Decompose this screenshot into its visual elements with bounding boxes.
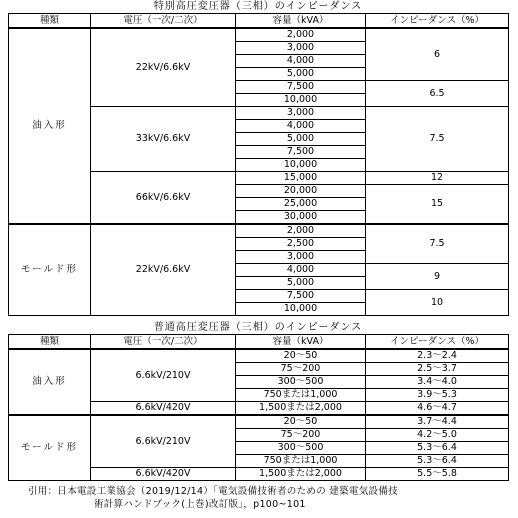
cell-voltage: 22kV/6.6kV — [91, 224, 236, 316]
header-type: 種類 — [9, 14, 91, 29]
header-impedance: インピーダンス（%） — [366, 335, 509, 350]
cell-voltage: 33kV/6.6kV — [91, 107, 236, 172]
cell-impedance: 3.9～5.3 — [366, 389, 509, 402]
cell-capacity: 750または1,000 — [236, 389, 366, 402]
cell-capacity: 20,000 — [236, 185, 366, 198]
cell-voltage: 6.6kV/210V — [91, 349, 236, 402]
citation — [28, 485, 508, 511]
cell-impedance: 3.7～4.4 — [366, 415, 509, 429]
cell-capacity: 2,000 — [236, 28, 366, 42]
cell-capacity: 75～200 — [236, 429, 366, 442]
header-capacity: 容量（kVA） — [236, 14, 366, 29]
cell-capacity: 10,000 — [236, 94, 366, 107]
cell-impedance: 4.2～5.0 — [366, 429, 509, 442]
cell-impedance: 4.6～4.7 — [366, 402, 509, 416]
cell-voltage: 66kV/6.6kV — [91, 172, 236, 225]
cell-capacity: 75～200 — [236, 363, 366, 376]
cell-capacity: 2,500 — [236, 238, 366, 251]
table-row — [9, 415, 509, 429]
cell-capacity: 20～50 — [236, 349, 366, 363]
cell-capacity: 30,000 — [236, 211, 366, 225]
header-capacity: 容量（kVA） — [236, 335, 366, 350]
cell-capacity: 7,500 — [236, 290, 366, 303]
cell-voltage: 6.6kV/420V — [91, 402, 236, 416]
cell-capacity: 10,000 — [236, 159, 366, 172]
cell-capacity: 7,500 — [236, 81, 366, 94]
cell-impedance: 6 — [366, 28, 509, 81]
header-impedance: インピーダンス（%） — [366, 14, 509, 29]
cell-impedance: 6.5 — [366, 81, 509, 107]
special-high-voltage-table — [8, 13, 509, 316]
cell-impedance: 3.4～4.0 — [366, 376, 509, 389]
cell-impedance: 5.3～6.4 — [366, 455, 509, 468]
cell-impedance: 9 — [366, 264, 509, 290]
cell-capacity: 3,000 — [236, 251, 366, 264]
normal-high-voltage-table — [8, 334, 509, 481]
cell-capacity: 750または1,000 — [236, 455, 366, 468]
cell-capacity: 1,500または2,000 — [236, 402, 366, 416]
cell-capacity: 20～50 — [236, 415, 366, 429]
cell-capacity: 4,000 — [236, 264, 366, 277]
cell-type: モールド形 — [9, 224, 91, 316]
cell-capacity: 25,000 — [236, 198, 366, 211]
header-type: 種類 — [9, 335, 91, 350]
cell-capacity: 5,000 — [236, 68, 366, 81]
cell-type: モールド形 — [9, 415, 91, 481]
citation-line-1: 引用：日本電設工業協会（2019/12/14）「電気設備技術者のための 建築電気設備技 — [28, 486, 398, 497]
cell-voltage: 6.6kV/210V — [91, 415, 236, 468]
table-header-row — [9, 14, 509, 29]
cell-capacity: 5,000 — [236, 133, 366, 146]
cell-impedance: 2.3～2.4 — [366, 349, 509, 363]
table-row — [9, 224, 509, 238]
cell-capacity: 3,000 — [236, 107, 366, 120]
cell-capacity: 3,000 — [236, 42, 366, 55]
cell-capacity: 1,500または2,000 — [236, 468, 366, 481]
cell-capacity: 5,000 — [236, 277, 366, 290]
cell-type: 油入形 — [9, 28, 91, 224]
cell-capacity: 7,500 — [236, 146, 366, 159]
cell-impedance: 15 — [366, 185, 509, 225]
cell-capacity: 15,000 — [236, 172, 366, 185]
cell-capacity: 300～500 — [236, 442, 366, 455]
cell-voltage: 6.6kV/420V — [91, 468, 236, 481]
citation-line-2: 術計算ハンドブック(上巻)改訂版」，p100~101 — [94, 499, 306, 510]
cell-impedance: 10 — [366, 290, 509, 316]
cell-impedance: 2.5～3.7 — [366, 363, 509, 376]
cell-impedance: 12 — [366, 172, 509, 185]
table-row — [9, 349, 509, 363]
cell-voltage: 22kV/6.6kV — [91, 28, 236, 107]
cell-capacity: 4,000 — [236, 55, 366, 68]
table2-title: 普通高圧変圧器（三相）のインピーダンス — [153, 322, 363, 333]
cell-capacity: 2,000 — [236, 224, 366, 238]
header-voltage: 電圧（一次/二次） — [91, 14, 236, 29]
cell-impedance: 7.5 — [366, 107, 509, 172]
header-voltage: 電圧（一次/二次） — [91, 335, 236, 350]
cell-type: 油入形 — [9, 349, 91, 415]
cell-impedance: 5.5～5.8 — [366, 468, 509, 481]
cell-impedance: 5.3～6.4 — [366, 442, 509, 455]
cell-capacity: 4,000 — [236, 120, 366, 133]
cell-impedance: 7.5 — [366, 224, 509, 264]
table-header-row — [9, 335, 509, 350]
table-row — [9, 28, 509, 42]
table1-title: 特別高圧変圧器（三相）のインピーダンス — [153, 1, 363, 12]
cell-capacity: 10,000 — [236, 303, 366, 316]
cell-capacity: 300～500 — [236, 376, 366, 389]
